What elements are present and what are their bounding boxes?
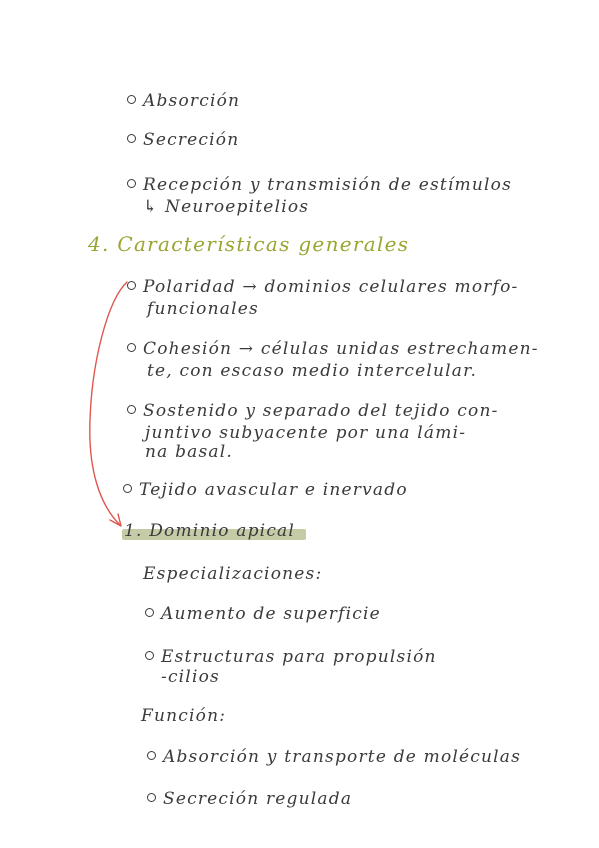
list-item: [123, 479, 408, 501]
bullet-icon: [127, 405, 136, 414]
list-item-text: Secreción: [143, 130, 240, 150]
list-item-text: Secreción regulada: [163, 789, 353, 809]
list-item-continuation: juntivo subyacente por una lámi-: [145, 423, 467, 443]
bullet-icon: [127, 95, 136, 104]
bullet-icon: [147, 751, 156, 760]
list-item-continuation: funcionales: [147, 299, 259, 319]
list-item: [147, 746, 521, 768]
bullet-icon: [127, 343, 136, 352]
list-item-text: Aumento de superficie: [161, 604, 381, 624]
bullet-icon: [127, 134, 136, 143]
list-item: [145, 603, 381, 625]
list-item-continuation: na basal.: [145, 442, 234, 462]
list-item: [127, 174, 512, 196]
list-item: [127, 400, 499, 422]
specializations-label: Especializaciones:: [143, 564, 323, 584]
list-item-continuation: te, con escaso medio intercelular.: [147, 361, 478, 381]
bullet-icon: [145, 608, 154, 617]
list-item: [127, 129, 239, 151]
function-label: Función:: [141, 706, 227, 726]
list-item: [145, 646, 437, 668]
sub-item: ↳ Neuroepitelios: [143, 197, 310, 217]
bullet-icon: [127, 179, 136, 188]
list-item-text: Polaridad → dominios celulares morfo-: [143, 277, 519, 297]
subsection-heading: 1. Dominio apical: [124, 521, 296, 541]
list-item-text: Recepción y transmisión de estímulos: [143, 175, 513, 195]
section-heading: 4. Características generales: [88, 232, 410, 256]
list-item-text: Absorción: [143, 91, 241, 111]
list-item-text: Absorción y transporte de moléculas: [163, 747, 522, 767]
bullet-icon: [127, 281, 136, 290]
list-item-text: Tejido avascular e inervado: [139, 480, 408, 500]
list-item: [127, 276, 519, 298]
list-item: [127, 90, 240, 112]
list-item-text: Estructuras para propulsión: [161, 647, 437, 667]
bullet-icon: [123, 484, 132, 493]
bullet-icon: [145, 651, 154, 660]
sub-item: -cilios: [161, 667, 220, 687]
list-item-text: Sostenido y separado del tejido con-: [143, 401, 499, 421]
list-item-text: Cohesión → células unidas estrechamen-: [143, 339, 539, 359]
list-item: [147, 788, 352, 810]
bullet-icon: [147, 793, 156, 802]
list-item: [127, 338, 539, 360]
